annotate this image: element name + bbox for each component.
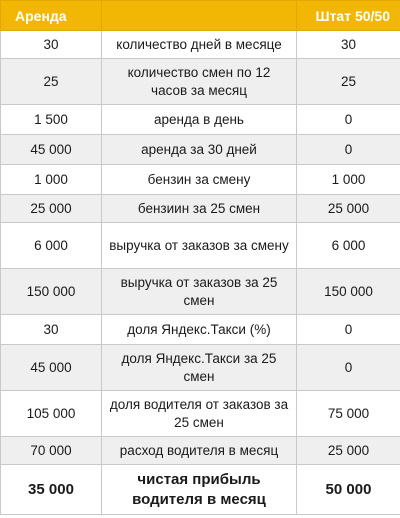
row-label: расход водителя в месяц bbox=[102, 437, 297, 465]
table-row bbox=[1, 437, 400, 465]
row-label: аренда за 30 дней bbox=[102, 135, 297, 165]
header-description bbox=[102, 1, 297, 31]
row-label: доля Яндекс.Такси за 25 смен bbox=[102, 345, 297, 391]
table-row bbox=[1, 315, 400, 345]
staff-value: 25 000 bbox=[297, 437, 400, 465]
staff-value: 25 bbox=[297, 59, 400, 105]
table-row-total bbox=[1, 465, 400, 515]
row-label: доля водителя от заказов за 25 смен bbox=[102, 391, 297, 437]
table-row bbox=[1, 105, 400, 135]
header-rent: Аренда bbox=[1, 1, 102, 31]
row-label: бензиин за 25 смен bbox=[102, 195, 297, 223]
staff-value: 0 bbox=[297, 345, 400, 391]
table-row bbox=[1, 345, 400, 391]
rent-value: 30 bbox=[1, 315, 102, 345]
table-row bbox=[1, 391, 400, 437]
rent-value: 70 000 bbox=[1, 437, 102, 465]
table-header-row bbox=[1, 1, 400, 31]
table-row bbox=[1, 31, 400, 59]
rent-value: 30 bbox=[1, 31, 102, 59]
rent-value: 25 bbox=[1, 59, 102, 105]
staff-value: 1 000 bbox=[297, 165, 400, 195]
rent-value: 1 500 bbox=[1, 105, 102, 135]
rent-value: 45 000 bbox=[1, 345, 102, 391]
table-row bbox=[1, 195, 400, 223]
table-row bbox=[1, 59, 400, 105]
staff-value: 0 bbox=[297, 135, 400, 165]
row-label: доля Яндекс.Такси (%) bbox=[102, 315, 297, 345]
staff-value: 25 000 bbox=[297, 195, 400, 223]
rent-value: 105 000 bbox=[1, 391, 102, 437]
staff-value: 150 000 bbox=[297, 269, 400, 315]
rent-value: 6 000 bbox=[1, 223, 102, 269]
table-row bbox=[1, 165, 400, 195]
staff-value: 6 000 bbox=[297, 223, 400, 269]
rent-value: 45 000 bbox=[1, 135, 102, 165]
header-staff: Штат 50/50 bbox=[297, 1, 400, 31]
table-row bbox=[1, 269, 400, 315]
row-label: количество смен по 12 часов за месяц bbox=[102, 59, 297, 105]
rent-value: 25 000 bbox=[1, 195, 102, 223]
table-row bbox=[1, 135, 400, 165]
row-label: выручка от заказов за смену bbox=[102, 223, 297, 269]
staff-net-profit: 50 000 bbox=[297, 465, 400, 515]
staff-value: 0 bbox=[297, 315, 400, 345]
rent-net-profit: 35 000 bbox=[1, 465, 102, 515]
rent-value: 150 000 bbox=[1, 269, 102, 315]
table-row bbox=[1, 223, 400, 269]
staff-value: 75 000 bbox=[297, 391, 400, 437]
staff-value: 0 bbox=[297, 105, 400, 135]
rent-value: 1 000 bbox=[1, 165, 102, 195]
net-profit-label: чистая прибыль водителя в месяц bbox=[102, 465, 297, 515]
row-label: выручка от заказов за 25 смен bbox=[102, 269, 297, 315]
row-label: бензин за смену bbox=[102, 165, 297, 195]
staff-value: 30 bbox=[297, 31, 400, 59]
row-label: аренда в день bbox=[102, 105, 297, 135]
row-label: количество дней в месяце bbox=[102, 31, 297, 59]
